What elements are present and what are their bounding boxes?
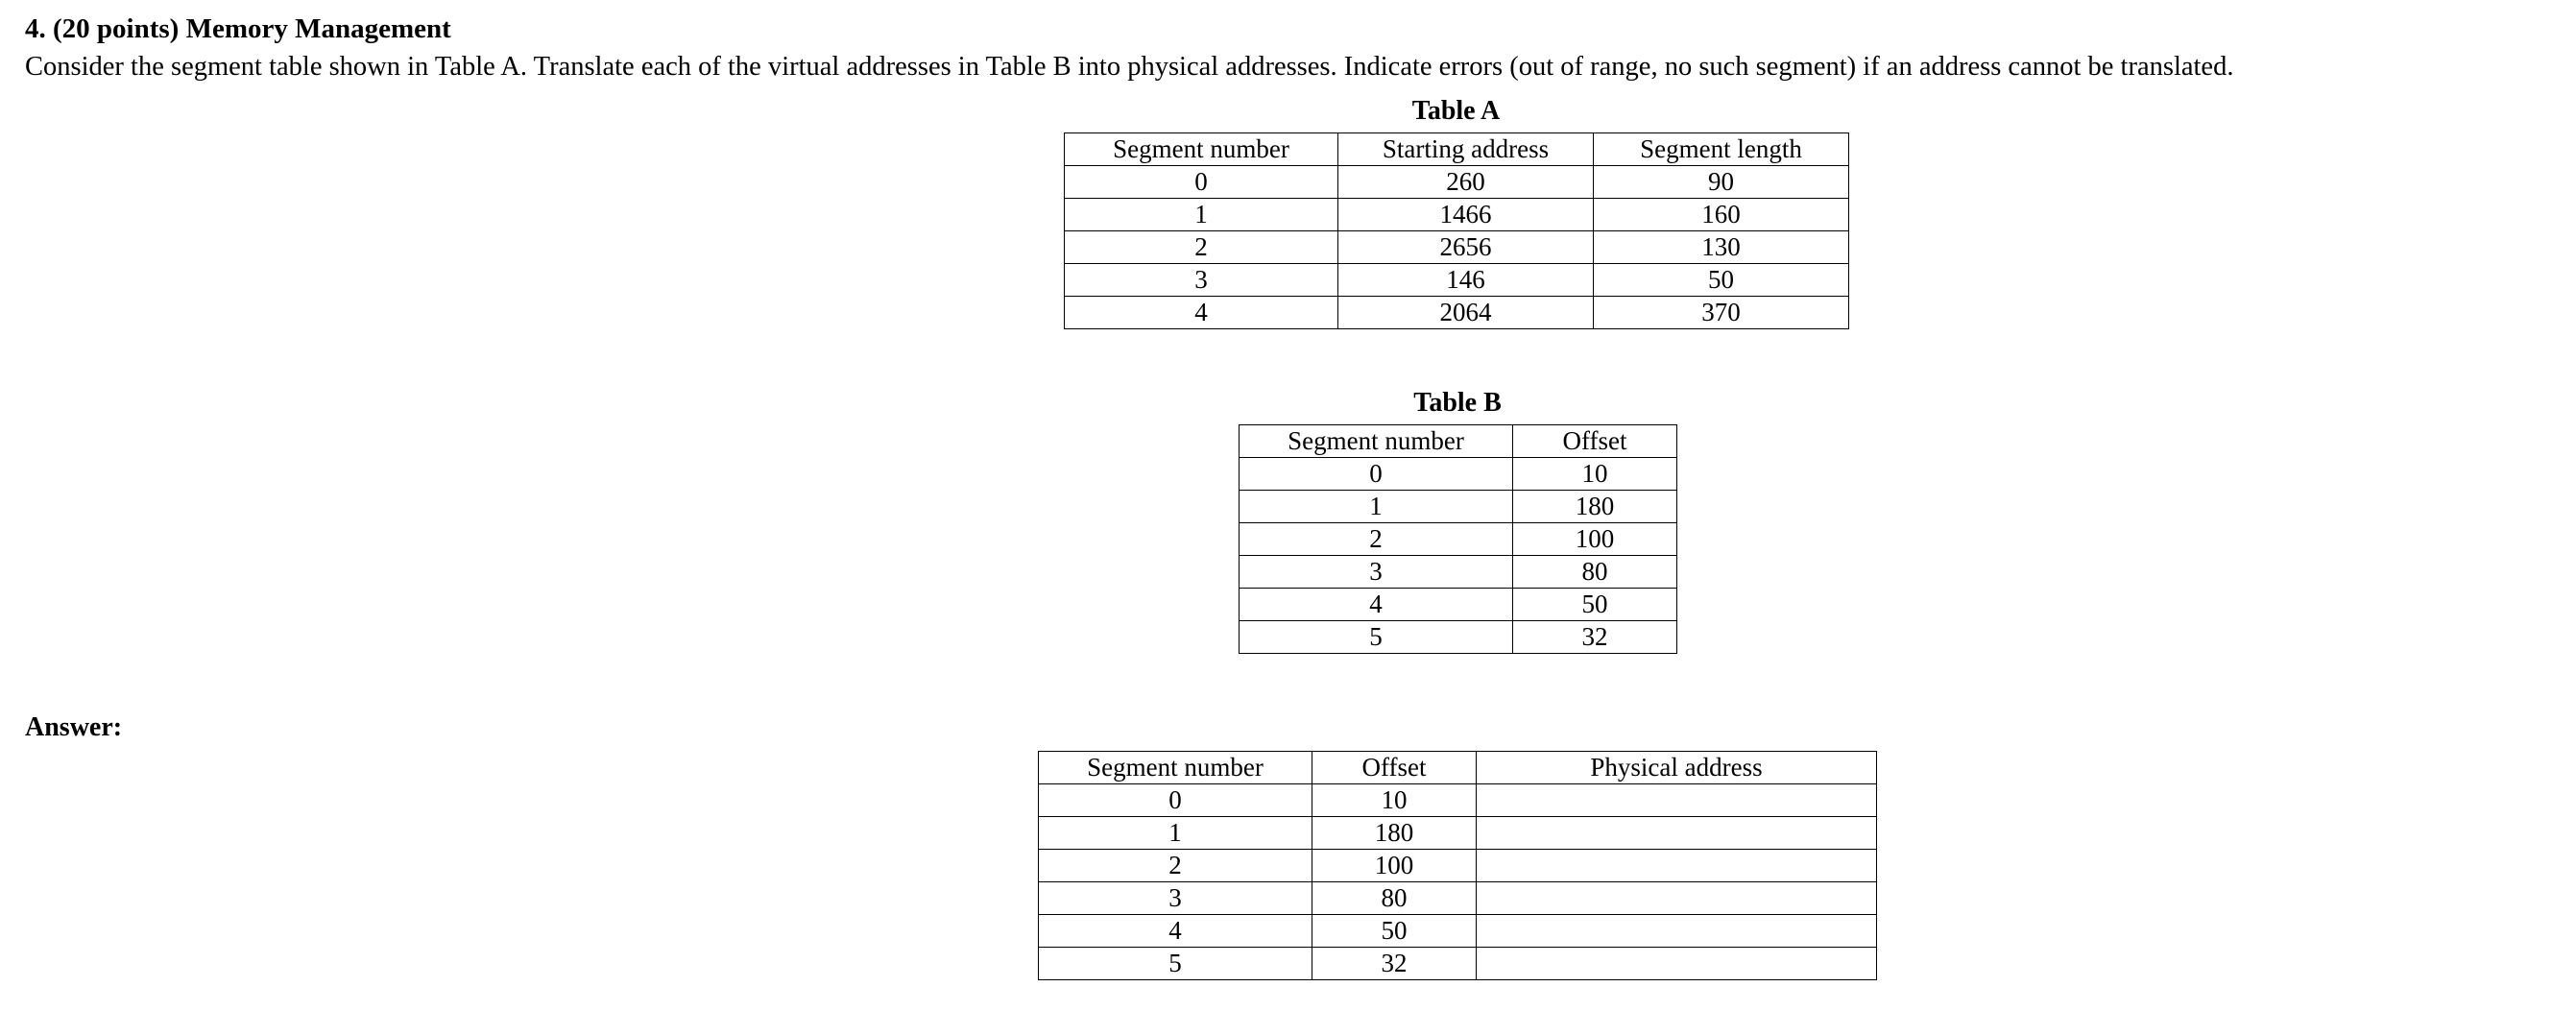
cell-offset: 32 <box>1312 948 1477 980</box>
cell-segment-length: 50 <box>1594 264 1849 297</box>
segment-table-a <box>1064 132 1849 329</box>
cell-segment-number: 3 <box>1240 556 1513 589</box>
table-row <box>1240 491 1677 523</box>
table-row <box>1240 556 1677 589</box>
cell-offset: 180 <box>1513 491 1677 523</box>
cell-segment-number: 1 <box>1065 199 1338 231</box>
cell-offset: 10 <box>1312 784 1477 817</box>
table-header-row <box>1240 425 1677 458</box>
table-row <box>1039 882 1877 915</box>
cell-segment-number: 3 <box>1065 264 1338 297</box>
cell-segment-number: 5 <box>1240 621 1513 654</box>
cell-segment-length: 370 <box>1594 297 1849 329</box>
header-starting-address: Starting address <box>1338 133 1594 166</box>
table-header-row <box>1065 133 1849 166</box>
header-physical-address: Physical address <box>1477 752 1877 784</box>
header-segment-length: Segment length <box>1594 133 1849 166</box>
physical-address-cell[interactable] <box>1477 915 1877 948</box>
table-row <box>1240 621 1677 654</box>
cell-offset: 50 <box>1312 915 1477 948</box>
physical-address-cell[interactable] <box>1477 817 1877 850</box>
cell-starting-address: 146 <box>1338 264 1594 297</box>
table-row <box>1065 297 1849 329</box>
table-row <box>1039 784 1877 817</box>
answer-label: Answer: <box>25 712 123 742</box>
question-prompt: Consider the segment table shown in Table A. Translate each of the virtual addresses in Table B into physical addresses. Indicate errors (out of range, no such segment) if an address cannot be translated. <box>25 52 2234 82</box>
cell-segment-length: 130 <box>1594 231 1849 264</box>
physical-address-cell[interactable] <box>1477 850 1877 882</box>
table-header-row <box>1039 752 1877 784</box>
header-segment-number: Segment number <box>1039 752 1312 784</box>
cell-offset: 100 <box>1513 523 1677 556</box>
cell-segment-number: 1 <box>1240 491 1513 523</box>
cell-segment-number: 4 <box>1039 915 1312 948</box>
table-a-caption: Table A <box>1411 96 1501 126</box>
header-segment-number: Segment number <box>1240 425 1513 458</box>
cell-segment-number: 4 <box>1065 297 1338 329</box>
cell-starting-address: 260 <box>1338 166 1594 199</box>
cell-segment-length: 160 <box>1594 199 1849 231</box>
question-heading: 4. (20 points) Memory Management <box>25 13 451 44</box>
physical-address-cell[interactable] <box>1477 882 1877 915</box>
table-row <box>1065 264 1849 297</box>
answer-table <box>1038 751 1877 980</box>
cell-offset: 50 <box>1513 589 1677 621</box>
header-offset: Offset <box>1513 425 1677 458</box>
virtual-address-table-b <box>1239 424 1677 654</box>
header-segment-number: Segment number <box>1065 133 1338 166</box>
table-row <box>1240 523 1677 556</box>
cell-offset: 100 <box>1312 850 1477 882</box>
cell-segment-number: 4 <box>1240 589 1513 621</box>
cell-segment-number: 2 <box>1039 850 1312 882</box>
table-row <box>1039 915 1877 948</box>
cell-offset: 80 <box>1312 882 1477 915</box>
table-row <box>1240 458 1677 491</box>
cell-segment-number: 0 <box>1065 166 1338 199</box>
table-row <box>1065 231 1849 264</box>
table-row <box>1240 589 1677 621</box>
table-b-caption: Table B <box>1413 388 1502 418</box>
cell-starting-address: 2656 <box>1338 231 1594 264</box>
table-row <box>1065 199 1849 231</box>
cell-segment-number: 3 <box>1039 882 1312 915</box>
table-row <box>1039 850 1877 882</box>
cell-segment-number: 0 <box>1039 784 1312 817</box>
table-row <box>1039 817 1877 850</box>
cell-segment-number: 2 <box>1240 523 1513 556</box>
cell-segment-number: 2 <box>1065 231 1338 264</box>
cell-segment-number: 0 <box>1240 458 1513 491</box>
cell-offset: 10 <box>1513 458 1677 491</box>
physical-address-cell[interactable] <box>1477 784 1877 817</box>
cell-segment-length: 90 <box>1594 166 1849 199</box>
table-row <box>1065 166 1849 199</box>
header-offset: Offset <box>1312 752 1477 784</box>
physical-address-cell[interactable] <box>1477 948 1877 980</box>
table-row <box>1039 948 1877 980</box>
cell-offset: 32 <box>1513 621 1677 654</box>
cell-segment-number: 1 <box>1039 817 1312 850</box>
cell-segment-number: 5 <box>1039 948 1312 980</box>
cell-offset: 180 <box>1312 817 1477 850</box>
cell-offset: 80 <box>1513 556 1677 589</box>
cell-starting-address: 2064 <box>1338 297 1594 329</box>
cell-starting-address: 1466 <box>1338 199 1594 231</box>
